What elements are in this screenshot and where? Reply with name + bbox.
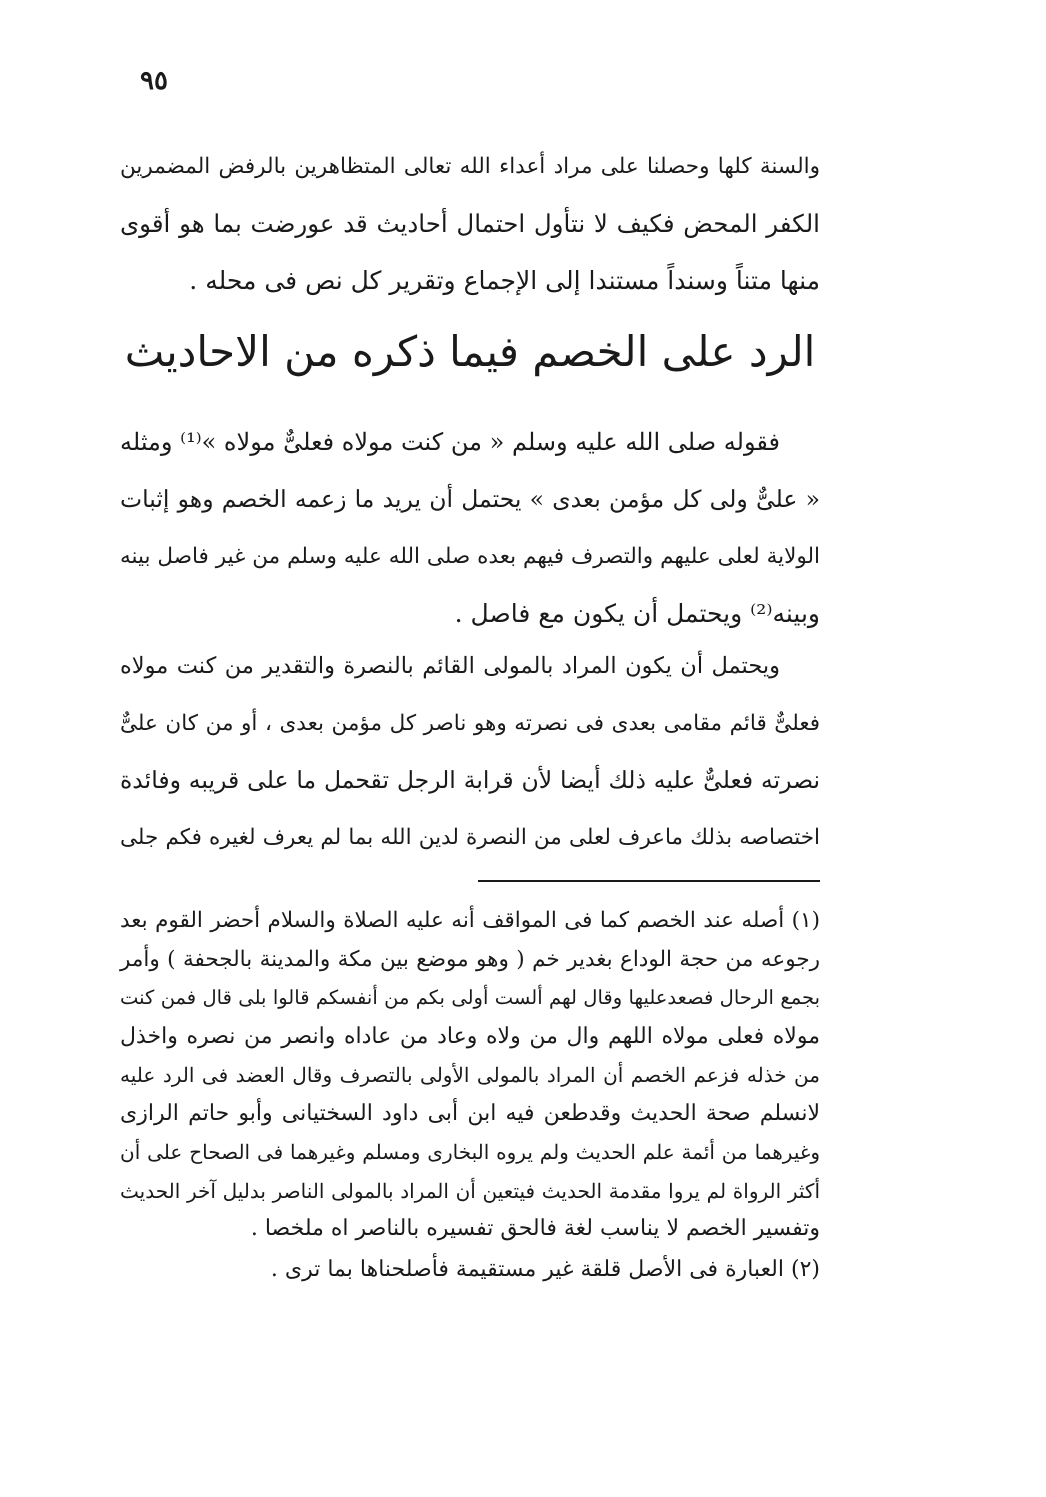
paragraph-line: ويحتمل أن يكون المراد بالمولى القائم بالنصرة والتقدير من كنت مولاه (120, 653, 780, 679)
paragraph-3 (120, 638, 820, 866)
paragraph-line: الكفر المحض فكيف لا نتأول احتمال أحاديث قد عورضت بما هو أقوى (120, 209, 820, 238)
footnote-1 (120, 902, 820, 1249)
paragraph-line: « علىٌّ ولى كل مؤمن بعدى » يحتمل أن يريد ما زعمه الخصم وهو إثبات (120, 485, 820, 513)
footnote-line: بجمع الرحال فصعدعليها وقال لهم ألست أولى بكم من أنفسكم قالوا بلى قال فمن كنت (120, 986, 820, 1009)
footnote-line: وتفسير الخصم لا يناسب لغة فالحق تفسيره بالناصر اه ملخصا . (250, 1216, 820, 1241)
paragraph-line: وبينه⁽²⁾ ويحتمل أن يكون مع فاصل . (454, 599, 820, 628)
footnote-line: أكثر الرواة لم يروا مقدمة الحديث فيتعين أن المراد بالمولى الناصر بدليل آخر الحديث (120, 1178, 820, 1203)
footnote-line: (٢) العبارة فى الأصل قلقة غير مستقيمة فأصلحناها بما ترى . (270, 1256, 820, 1282)
page-number: ٩٥ (140, 66, 168, 96)
footnote-line: وغيرهما من أئمة علم الحديث ولم يروه البخارى ومسلم وغيرهما فى الصحاح على أن (120, 1140, 820, 1164)
paragraph-line: اختصاصه بذلك ماعرف لعلى من النصرة لدين الله بما لم يعرف لغيره فكم جلى (120, 825, 820, 850)
footnote-line: من خذله فزعم الخصم أن المراد بالمولى الأولى بالتصرف وقال العضد فى الرد عليه (120, 1063, 820, 1087)
footnote-line: رجوعه من حجة الوداع بغدير خم ( وهو موضع بين مكة والمدينة بالجحفة ) وأمر (120, 946, 820, 972)
footnote-2 (120, 1251, 820, 1290)
paragraph-1 (120, 138, 820, 309)
footnote-separator (478, 880, 820, 882)
footnote-line: لانسلم صحة الحديث وقدطعن فيه ابن أبى داود السختيانى وأبو حاتم الرازى (120, 1100, 820, 1126)
footnote-line: مولاه فعلى مولاه اللهم وال من ولاه وعاد من عاداه وانصر من نصره واخذل (120, 1023, 820, 1049)
footnote-line: (١) أصله عند الخصم كما فى المواقف أنه عليه الصلاة والسلام أحضر القوم بعد (120, 908, 820, 933)
footnotes (120, 902, 820, 1289)
paragraph-line: والسنة كلها وحصلنا على مراد أعداء الله تعالى المتظاهرين بالرفض المضمرين (120, 154, 820, 179)
paragraph-2 (120, 414, 820, 642)
section-heading: الرد على الخصم فيما ذكره من الاحاديث (124, 327, 816, 376)
paragraph-line: منها متناً وسنداً مستندا إلى الإجماع وتقرير كل نص فى محله . (189, 266, 820, 295)
paragraph-line: فقوله صلى الله عليه وسلم « من كنت مولاه فعلىٌّ مولاه »⁽¹⁾ ومثله (120, 428, 780, 456)
paragraph-line: نصرته فعلىٌّ عليه ذلك أيضا لأن قرابة الرجل تقحمل ما على قريبه وفائدة (120, 766, 820, 794)
paragraph-line: الولاية لعلى عليهم والتصرف فيهم بعده صلى الله عليه وسلم من غير فاصل بينه (120, 544, 820, 569)
paragraph-line: فعلىٌّ قائم مقامى بعدى فى نصرته وهو ناصر كل مؤمن بعدى ، أو من كان علىٌّ (120, 711, 820, 736)
